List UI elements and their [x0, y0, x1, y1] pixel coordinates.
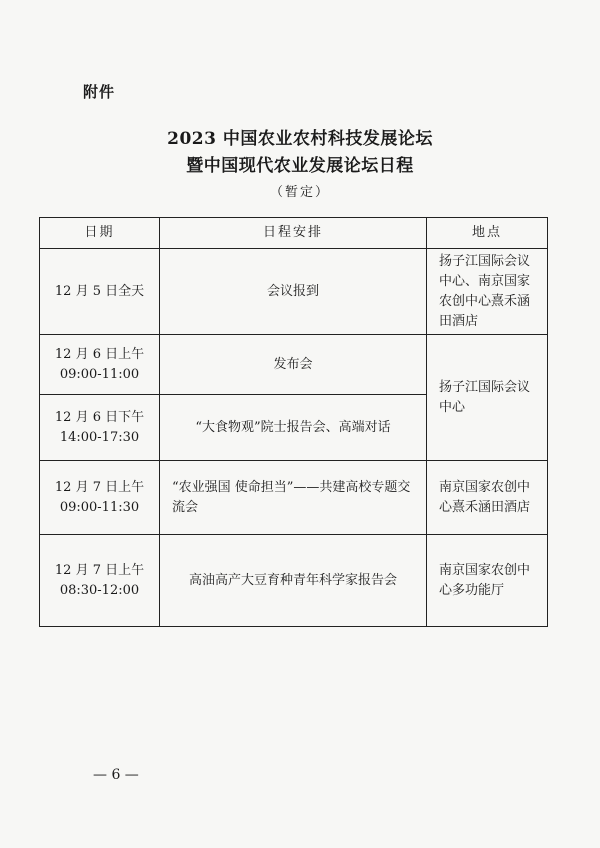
row-date	[40, 395, 160, 461]
row-schedule: 发布会	[160, 335, 427, 395]
row-location	[427, 249, 548, 335]
row-date	[40, 335, 160, 395]
page-title-line2: 暨中国现代农业发展论坛日程	[186, 156, 414, 176]
row-location-text: 南京国家农创中心多功能厅	[439, 562, 531, 598]
schedule-table	[39, 217, 548, 627]
page-number: — 6 —	[93, 767, 139, 783]
row-location-text: 南京国家农创中心熹禾涵田酒店	[439, 479, 531, 515]
row-schedule: 高油高产大豆育种青年科学家报告会	[160, 535, 427, 627]
page-subtitle: （暂定）	[269, 185, 330, 200]
row-date-day: 12 月 7 日上午	[54, 562, 145, 578]
table-row	[40, 535, 548, 627]
table-row	[40, 249, 548, 335]
header-location: 地点	[427, 218, 548, 249]
table-row	[40, 335, 548, 395]
row-date-time: 09:00-11:00	[59, 366, 140, 382]
row-location	[427, 461, 548, 535]
row-date-day: 12 月 6 日下午	[54, 409, 145, 425]
attachment-label: 附件	[83, 83, 116, 101]
row-date-time: 09:00-11:30	[59, 499, 140, 515]
row-location-text: 扬子江国际会议中心、南京国家农创中心熹禾涵田酒店	[439, 253, 531, 329]
row-schedule: “大食物观”院士报告会、高端对话	[160, 395, 427, 461]
row-location	[427, 535, 548, 627]
row-date-time: 14:00-17:30	[59, 429, 140, 445]
row-date	[40, 249, 160, 335]
row-schedule: “农业强国 使命担当”——共建高校专题交流会	[160, 461, 427, 535]
table-row	[40, 461, 548, 535]
row-date	[40, 535, 160, 627]
row-location	[427, 335, 548, 461]
row-date-day: 12 月 6 日上午	[54, 346, 145, 362]
row-location-text: 扬子江国际会议中心	[439, 379, 531, 415]
page-title-line1: 2023 中国农业农村科技发展论坛	[167, 129, 433, 149]
row-date-day: 12 月 5 日全天	[54, 283, 145, 299]
table-header-row	[40, 218, 548, 249]
row-date-time: 08:30-12:00	[59, 582, 140, 598]
header-schedule: 日程安排	[160, 218, 427, 249]
row-schedule: 会议报到	[160, 249, 427, 335]
row-date	[40, 461, 160, 535]
header-date: 日期	[40, 218, 160, 249]
row-date-day: 12 月 7 日上午	[54, 479, 145, 495]
